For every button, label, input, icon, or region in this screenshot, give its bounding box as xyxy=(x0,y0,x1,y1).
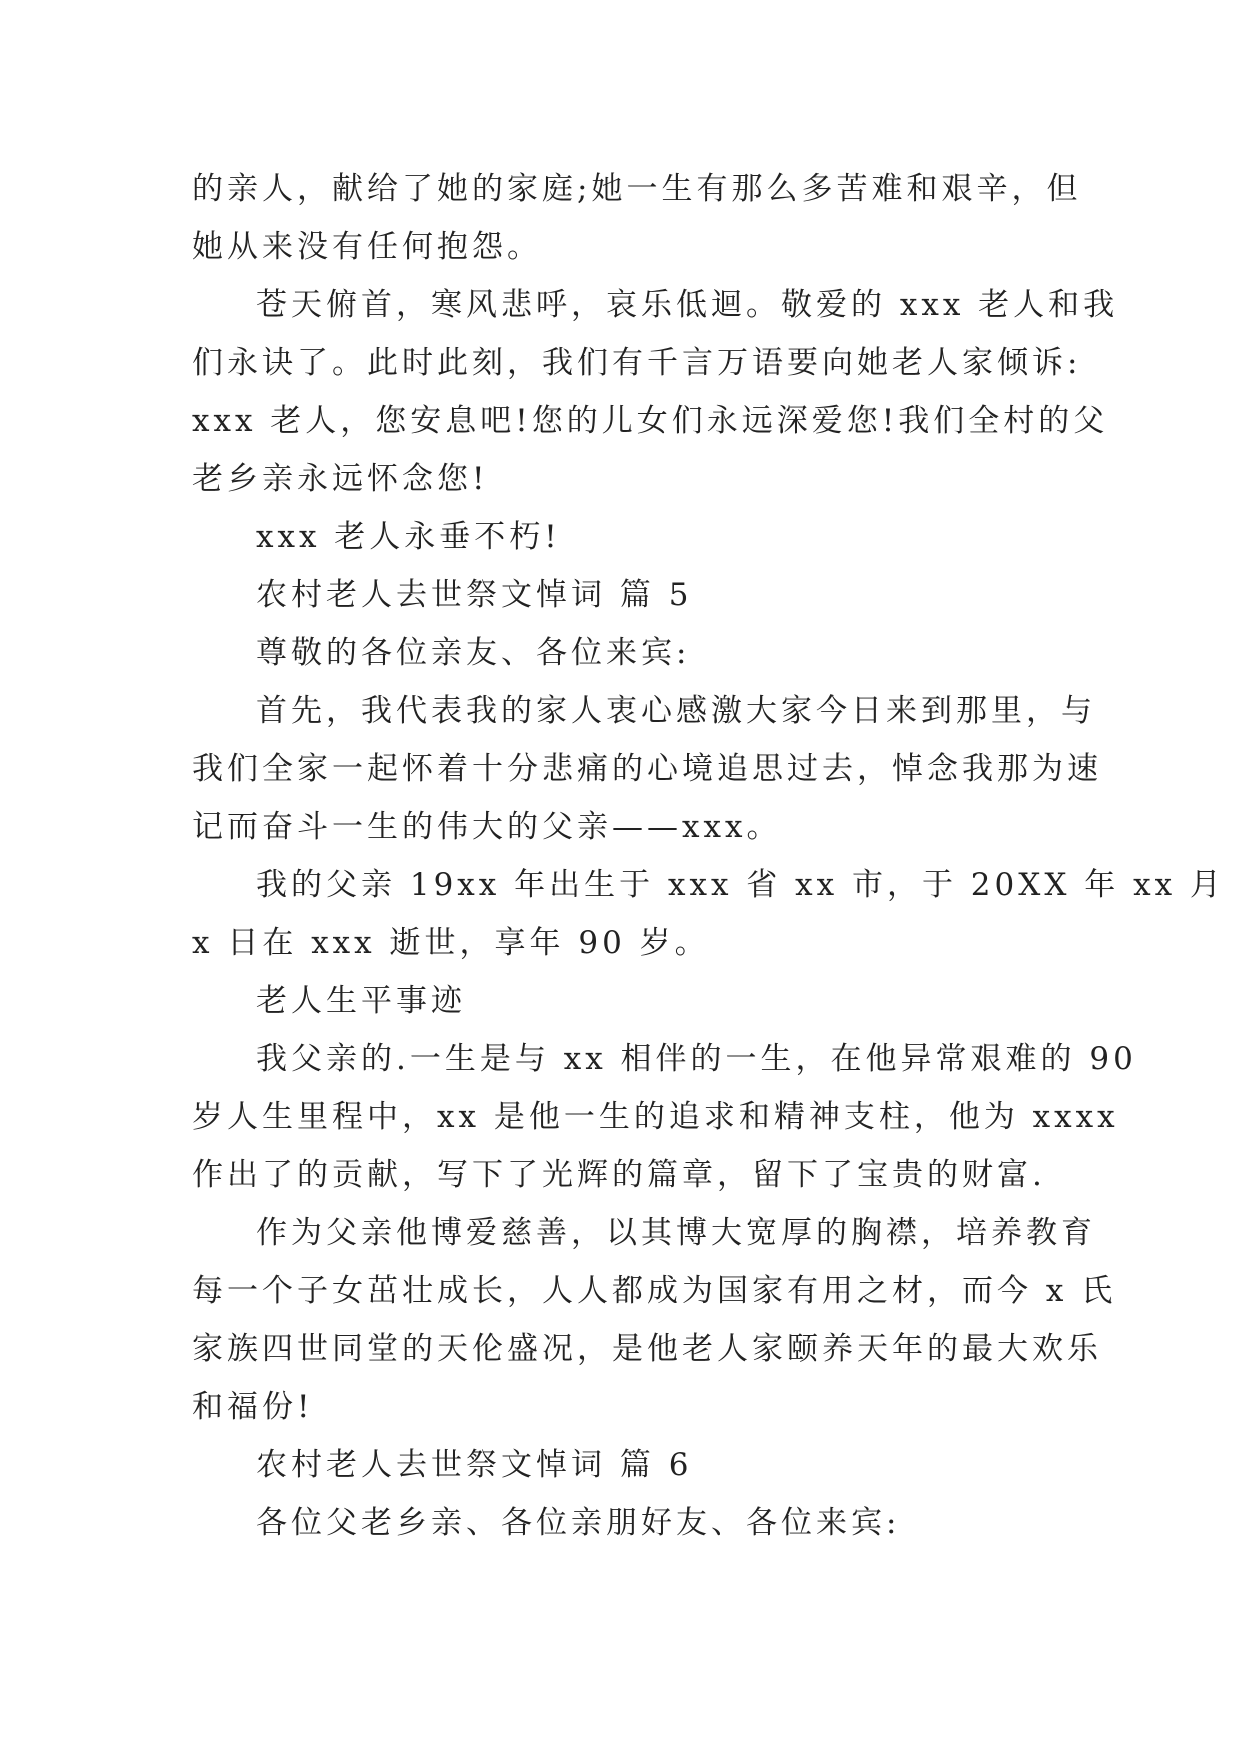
paragraph-line: 岁人生里程中，xx 是他一生的追求和精神支柱，他为 xxxx xyxy=(192,1099,1119,1135)
salutation: 各位父老乡亲、各位亲朋好友、各位来宾: xyxy=(256,1505,901,1541)
paragraph-line: 老乡亲永远怀念您! xyxy=(192,461,489,497)
paragraph-line: 记而奋斗一生的伟大的父亲——xxx。 xyxy=(192,809,782,845)
section-heading: 农村老人去世祭文悼词 篇 5 xyxy=(256,577,693,613)
paragraph-line: 我父亲的.一生是与 xx 相伴的一生，在他异常艰难的 90 xyxy=(256,1041,1137,1077)
paragraph-line: xxx 老人，您安息吧!您的儿女们永远深爱您!我们全村的父 xyxy=(192,403,1109,439)
section-heading: 农村老人去世祭文悼词 篇 6 xyxy=(256,1447,693,1483)
paragraph-line: 作出了的贡献，写下了光辉的篇章，留下了宝贵的财富. xyxy=(192,1157,1046,1193)
paragraph-line: 我们全家一起怀着十分悲痛的心境追思过去，悼念我那为速 xyxy=(192,751,1102,787)
paragraph-line: 家族四世同堂的天伦盛况，是他老人家颐养天年的最大欢乐 xyxy=(192,1331,1102,1367)
paragraph-line: xxx 老人永垂不朽! xyxy=(256,519,561,555)
paragraph-line: 们永诀了。此时此刻，我们有千言万语要向她老人家倾诉: xyxy=(192,345,1082,381)
paragraph-line: 的亲人，献给了她的家庭;她一生有那么多苦难和艰辛，但 xyxy=(192,171,1082,207)
paragraph-line: 我的父亲 19xx 年出生于 xxx 省 xx 市，于 20XX 年 xx 月 xyxy=(256,867,1225,903)
salutation: 尊敬的各位亲友、各位来宾: xyxy=(256,635,691,671)
paragraph-line: 首先，我代表我的家人衷心感激大家今日来到那里，与 xyxy=(256,693,1096,729)
paragraph-line: 她从来没有任何抱怨。 xyxy=(192,229,542,265)
paragraph-line: x 日在 xxx 逝世，享年 90 岁。 xyxy=(192,925,710,961)
paragraph-line: 作为父亲他博爱慈善，以其博大宽厚的胸襟，培养教育 xyxy=(256,1215,1096,1251)
paragraph-line: 苍天俯首，寒风悲呼，哀乐低迴。敬爱的 xxx 老人和我 xyxy=(256,287,1119,323)
subheading: 老人生平事迹 xyxy=(256,983,466,1019)
paragraph-line: 和福份! xyxy=(192,1389,314,1425)
eulogy-text xyxy=(192,160,1225,1552)
paragraph-line: 每一个子女茁壮成长，人人都成为国家有用之材，而今 x 氏 xyxy=(192,1273,1117,1309)
